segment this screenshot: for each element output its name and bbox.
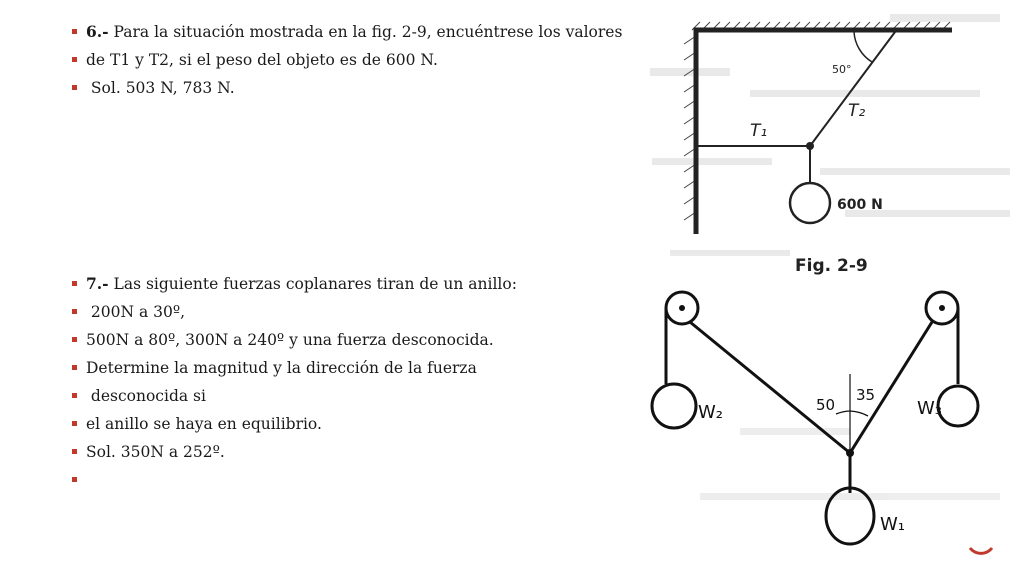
- bullet-problem7-line3: [72, 330, 494, 350]
- weight-label: 600 N: [837, 197, 883, 213]
- bullet-problem7-line5: [72, 386, 206, 406]
- bullet-problem6-line1: [72, 22, 622, 42]
- angle-label: 50°: [832, 63, 852, 76]
- bullet-marker: [72, 449, 77, 454]
- bullet-marker: [72, 393, 77, 398]
- problem7-line3-text: 500N a 80º, 300N a 240º y una fuerza desconocida.: [86, 331, 494, 349]
- problem7-number: 7.-: [86, 274, 109, 293]
- w3-label: W₃: [917, 398, 943, 419]
- left-pulley-axle: [679, 305, 685, 311]
- figure-caption: Fig. 2-9: [795, 256, 868, 276]
- w1-label: W₁: [880, 514, 906, 535]
- figure-ring-background: [640, 278, 1024, 576]
- bullet-marker: [72, 421, 77, 426]
- angle-left-label: 50: [816, 396, 836, 414]
- bullet-marker: [72, 57, 77, 62]
- problem7-line2-text: 200N a 30º,: [86, 303, 186, 321]
- figure-ring-weights: [640, 278, 1024, 576]
- problem7-line5-text: desconocida si: [86, 387, 206, 405]
- bullet-marker: [72, 29, 77, 34]
- bullet-problem7-line1: [72, 274, 517, 294]
- bullet-marker: [72, 281, 77, 286]
- bullet-marker: [72, 337, 77, 342]
- t2-label: T₂: [848, 101, 866, 121]
- angle-right-label: 35: [856, 386, 876, 404]
- problem6-line1-text: Para la situación mostrada en la fig. 2-9, encuéntrese los valores: [108, 23, 623, 41]
- bullet-marker: [72, 309, 77, 314]
- bullet-problem7-line7: [72, 442, 225, 462]
- figure-2-9: [640, 0, 1024, 278]
- problem7-line1-text: Las siguiente fuerzas coplanares tiran de un anillo:: [108, 275, 517, 293]
- bullet-problem6-line2: [72, 50, 438, 70]
- bullet-problem6-line3: [72, 78, 235, 98]
- right-pulley-axle: [939, 305, 945, 311]
- bullet-problem7-line4: [72, 358, 477, 378]
- bullet-problem7-line2: [72, 302, 185, 322]
- w2-label: W₂: [698, 402, 724, 423]
- bullet-problem7-line6: [72, 414, 322, 434]
- problem7-line7-text: Sol. 350N a 252º.: [86, 443, 225, 461]
- problem7-line6-text: el anillo se haya en equilibrio.: [86, 415, 322, 433]
- bullet-marker: [72, 477, 77, 482]
- problem6-number: 6.-: [86, 22, 109, 41]
- knot: [806, 142, 814, 150]
- bullet-empty: [72, 470, 86, 490]
- t1-label: T₁: [750, 121, 768, 141]
- bullet-marker: [72, 365, 77, 370]
- problem6-line2-text: de T1 y T2, si el peso del objeto es de 600 N.: [86, 51, 438, 69]
- bullet-marker: [72, 85, 77, 90]
- problem6-line3-text: Sol. 503 N, 783 N.: [86, 79, 235, 97]
- ring-knot: [846, 449, 854, 457]
- problem7-line4-text: Determine la magnitud y la dirección de la fuerza: [86, 359, 477, 377]
